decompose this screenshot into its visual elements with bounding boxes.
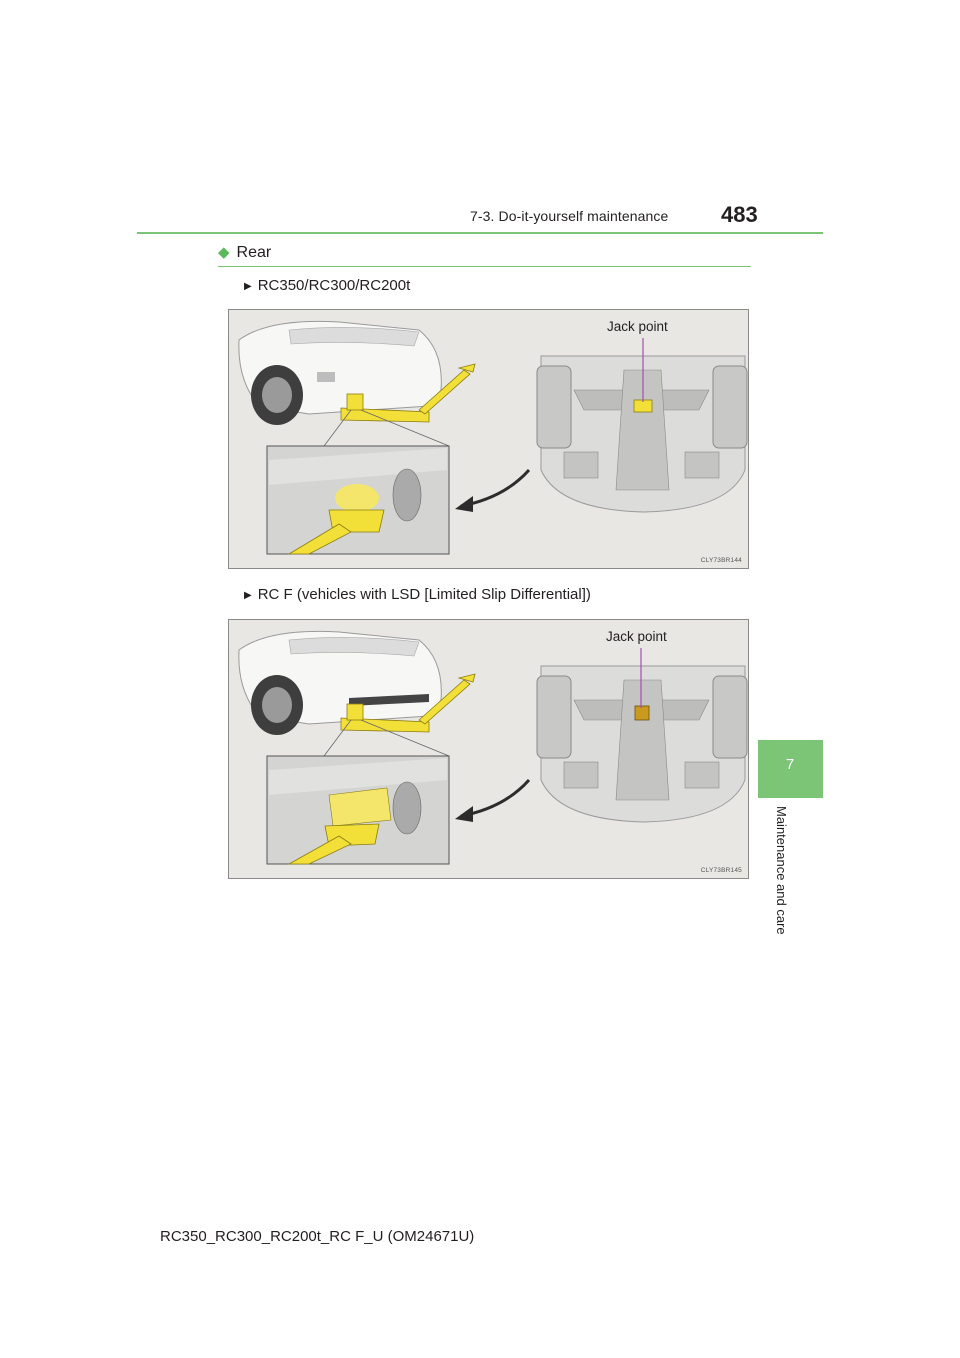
figure-code: CLY73BR144 — [700, 557, 742, 564]
section-heading — [218, 243, 271, 262]
chapter-title-vertical — [766, 806, 796, 956]
jack-point-callout: Jack point — [607, 319, 668, 334]
list-item-rc350 — [244, 277, 410, 294]
figure-jack-point-rcf — [228, 619, 749, 879]
list-item-rcf — [244, 586, 591, 603]
triangle-bullet-icon: ▶ — [244, 281, 252, 292]
illustration-rear-jack-rcf — [229, 620, 749, 879]
chapter-title: Maintenance and care — [774, 806, 789, 935]
section-rule — [218, 266, 751, 267]
figure-jack-point-rc350 — [228, 309, 749, 569]
illustration-rear-jack-rc350 — [229, 310, 749, 569]
triangle-bullet-icon: ▶ — [244, 590, 252, 601]
header-rule — [137, 232, 823, 234]
list-item-label: RC F (vehicles with LSD [Limited Slip Differential]) — [257, 586, 591, 603]
page-number: 483 — [721, 202, 758, 227]
figure-code: CLY73BR145 — [700, 867, 742, 874]
diamond-bullet-icon: ◆ — [218, 244, 230, 261]
jack-point-callout: Jack point — [606, 629, 667, 644]
list-item-label: RC350/RC300/RC200t — [257, 277, 411, 294]
footer-manual-id: RC350_RC300_RC200t_RC F_U (OM24671U) — [160, 1228, 475, 1245]
section-title: Rear — [236, 244, 272, 261]
header-section-title: 7-3. Do-it-yourself maintenance — [470, 208, 669, 224]
chapter-number: 7 — [785, 756, 795, 773]
